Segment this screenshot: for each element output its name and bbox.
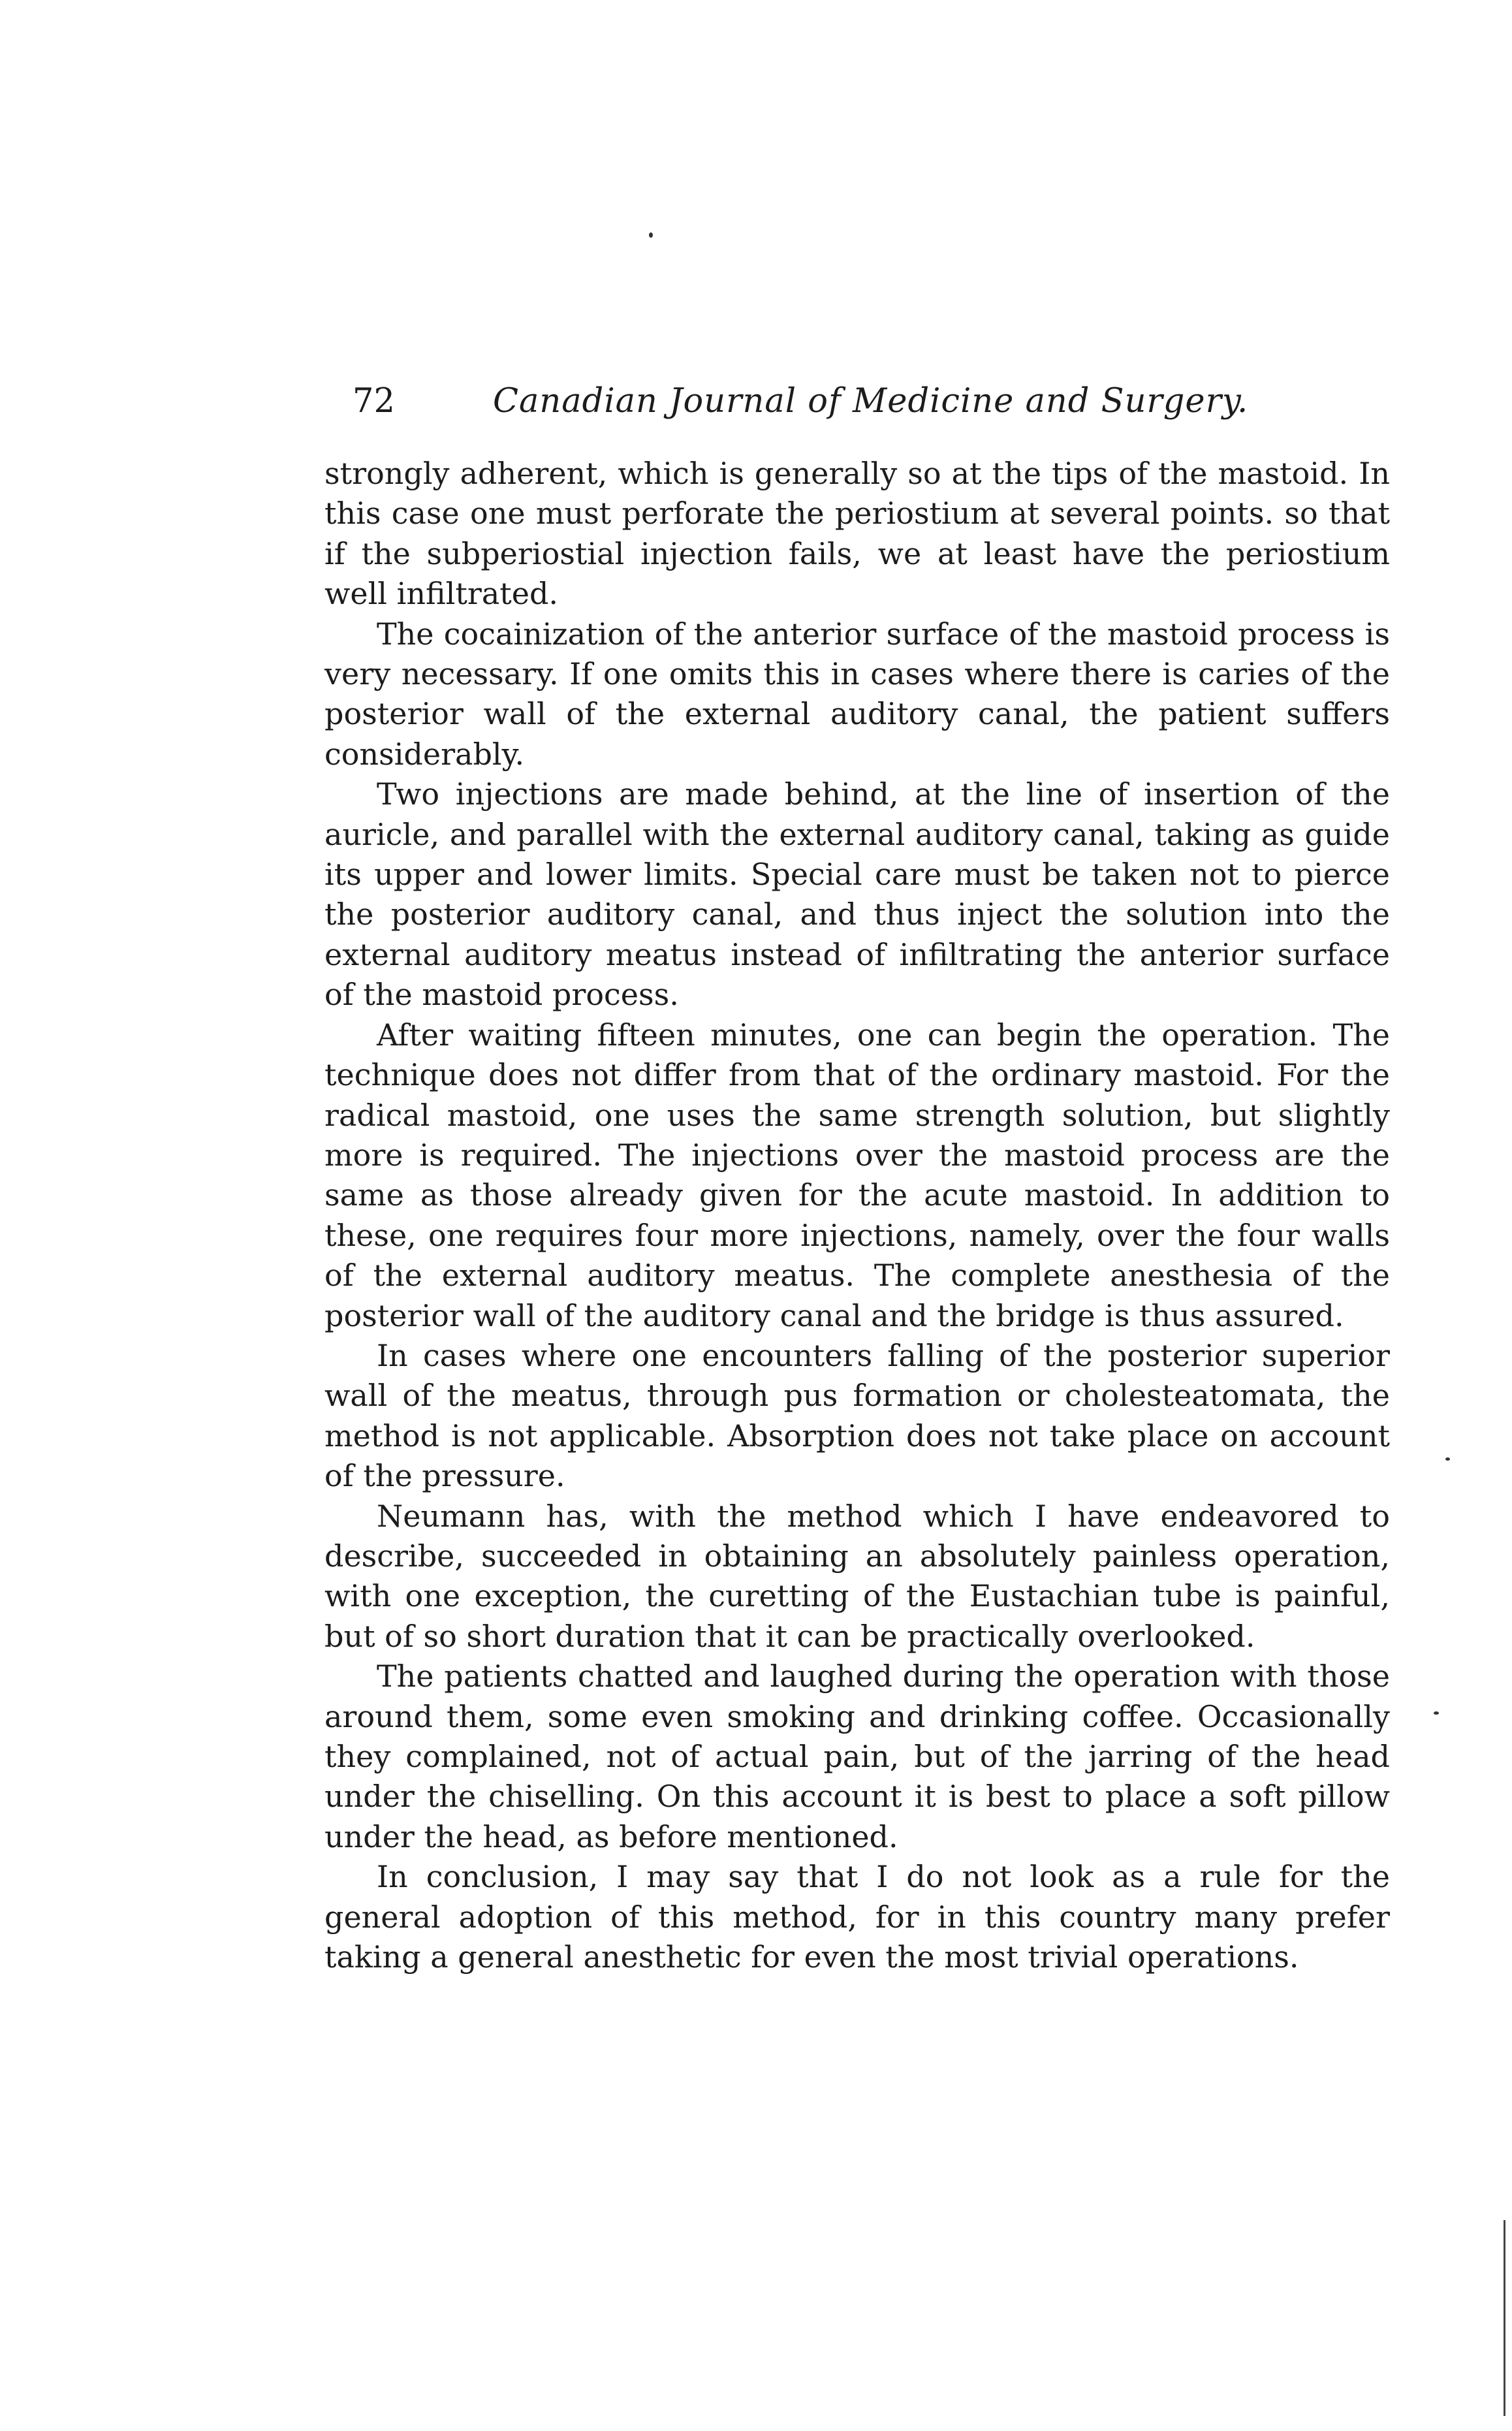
paragraph: The patients chatted and laughed during the operation with those around them, some even smoking and drinking coffee. Occasionally they complained, not of actual pain, but of the jarring of the head under the chiselling. On this account it is best to place a soft pillow under the head, as before mentioned. — [324, 1659, 1390, 1854]
paragraph: The cocainization of the anterior surface of the mastoid process is very necessary. If one omits this in cases where there is caries of the posterior wall of the external auditory canal, the patient suffers considerably. — [324, 616, 1390, 772]
journal-title: Canadian Journal of Medicine and Surgery. — [493, 382, 1249, 421]
running-header — [353, 375, 1397, 428]
paragraph: Two injections are made behind, at the line of insertion of the auricle, and parallel with the external auditory canal, taking as guide its upper and lower limits. Special care must be taken not to pierce the posterior auditory canal, and thus inject the solution into the external auditory meatus instead of infiltrating the anterior surface of the mastoid process. — [324, 776, 1390, 1013]
paragraph: Neumann has, with the method which I have endeavored to describe, succeeded in obtaining an absolutely painless operation, with one exception, the curetting of the Eustachian tube is painful, but of so short duration that it can be practically overlooked. — [324, 1498, 1390, 1654]
ink-speck — [1434, 1711, 1439, 1715]
article-body — [324, 454, 1390, 1977]
ink-speck — [649, 232, 653, 238]
paragraph: In conclusion, I may say that I do not look as a rule for the general adoption of this method, for in this country many prefer taking a general anesthetic for even the most trivial operations. — [324, 1859, 1390, 1975]
page-number: 72 — [353, 382, 395, 421]
page-edge-shadow — [1504, 2220, 1505, 2416]
paragraph: strongly adherent, which is generally so at the tips of the mastoid. In this case one must perforate the periostium at several points. so that if the subperiostial injection fails, we at least have the periostium well infiltrated. — [324, 456, 1390, 612]
ink-speck — [1445, 1457, 1450, 1461]
paragraph: In cases where one encounters falling of the posterior superior wall of the meatus, through pus formation or cholesteatomata, the method is not applicable. Absorption does not take place on account of the pressure. — [324, 1337, 1390, 1494]
paragraph: After waiting fifteen minutes, one can begin the operation. The technique does not differ from that of the ordinary mastoid. For the radical mastoid, one uses the same strength solution, but slightly more is required. The injections over the mastoid process are the same as those already given for the acute mastoid. In addition to these, one requires four more injections, namely, over the four walls of the external auditory meatus. The complete anesthesia of the posterior wall of the auditory canal and the bridge is thus assured. — [324, 1017, 1390, 1333]
